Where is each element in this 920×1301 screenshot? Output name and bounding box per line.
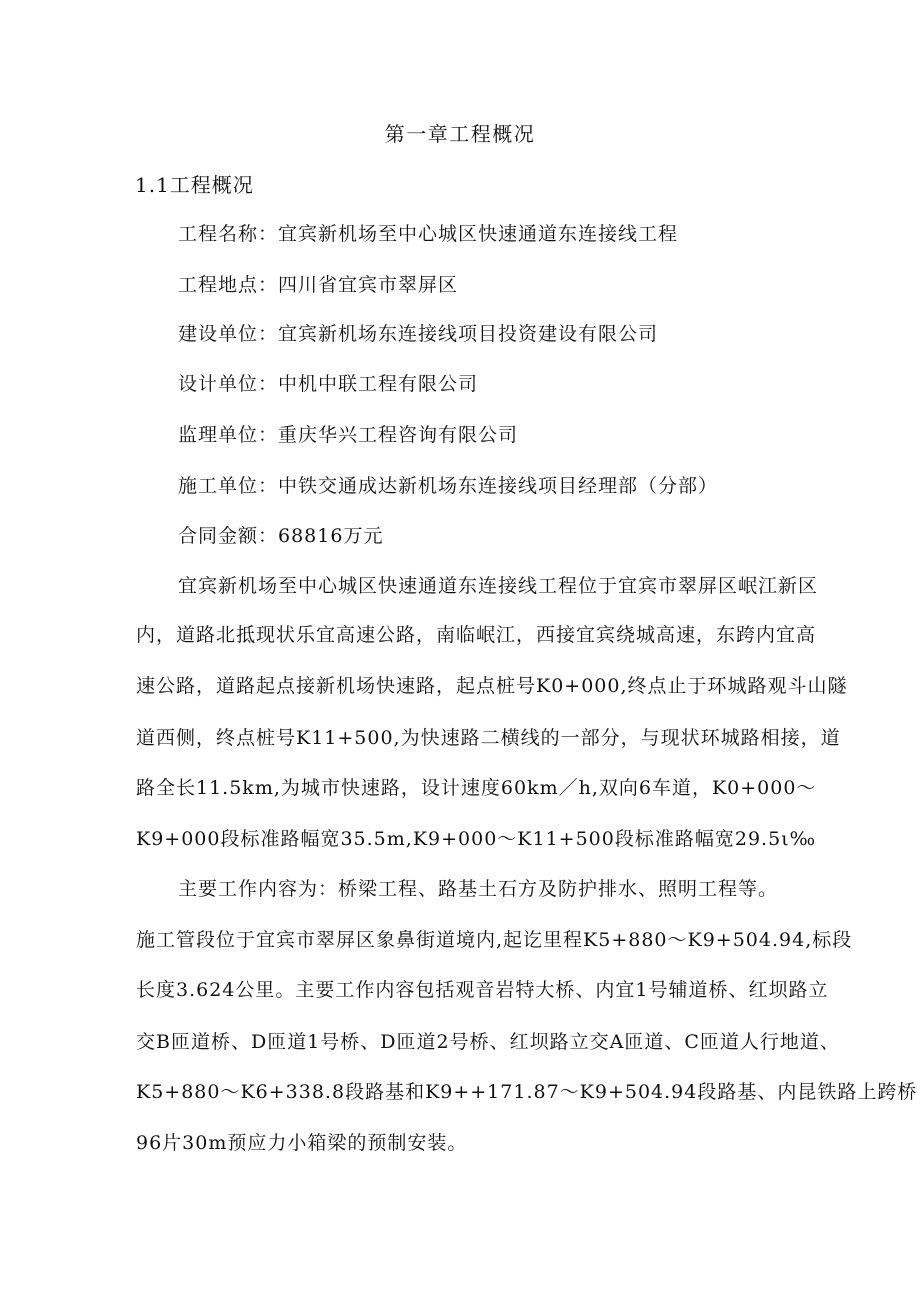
paragraph-line: 交B匝道桥、D匝道1号桥、D匝道2号桥、红坝路立交A匝道、C匝道人行地道、 (136, 1031, 840, 1053)
paragraph-line: 施工管段位于宜宾市翠屏区象鼻街道境内,起讫里程K5+880～K9+504.94,标段 (136, 929, 853, 951)
paragraph-line: 主要工作内容为：桥梁工程、路基土石方及防护排水、照明工程等。 (178, 878, 779, 900)
paragraph-line: 宜宾新机场至中心城区快速通道东连接线工程位于宜宾市翠屏区岷江新区 (178, 575, 819, 597)
paragraph-line: 道西侧，终点桩号K11+500,为快速路二横线的一部分，与现状环城路相接，道 (136, 727, 841, 749)
paragraph-line: 路全长11.5km,为城市快速路，设计速度60km／h,双向6车道，K0+000～ (136, 777, 817, 799)
contractor-unit: 施工单位：中铁交通成达新机场东连接线项目经理部（分部） (178, 475, 719, 497)
section-title: 1.1工程概况 (135, 173, 254, 197)
paragraph-line: 96片30m预应力小箱梁的预制安装。 (136, 1132, 468, 1154)
project-name: 工程名称：宜宾新机场至中心城区快速通道东连接线工程 (178, 223, 679, 245)
supervision-unit: 监理单位：重庆华兴工程咨询有限公司 (178, 424, 519, 446)
paragraph-line: 长度3.624公里。主要工作内容包括观音岩特大桥、内宜1号辅道桥、红坝路立 (136, 979, 829, 1001)
contract-amount: 合同金额：68816万元 (178, 525, 384, 547)
chapter-title: 第一章工程概况 (384, 122, 536, 146)
paragraph-line: K5+880～K6+338.8段路基和K9++171.87～K9+504.94段路基、内昆铁路上跨桥 (136, 1081, 918, 1103)
paragraph-line: 速公路，道路起点接新机场快速路，起点桩号K0+000,终点止于环城路观斗山隧 (136, 675, 848, 697)
project-location: 工程地点：四川省宜宾市翠屏区 (178, 274, 459, 296)
construction-unit: 建设单位：宜宾新机场东连接线项目投资建设有限公司 (178, 323, 659, 345)
design-unit: 设计单位：中机中联工程有限公司 (178, 373, 479, 395)
paragraph-line: K9+000段标准路幅宽35.5m,K9+000～K11+500段标准路幅宽29.5ι‰ (136, 828, 817, 850)
paragraph-line: 内，道路北抵现状乐宜高速公路，南临岷江，西接宜宾绕城高速，东跨内宜高 (136, 624, 817, 646)
